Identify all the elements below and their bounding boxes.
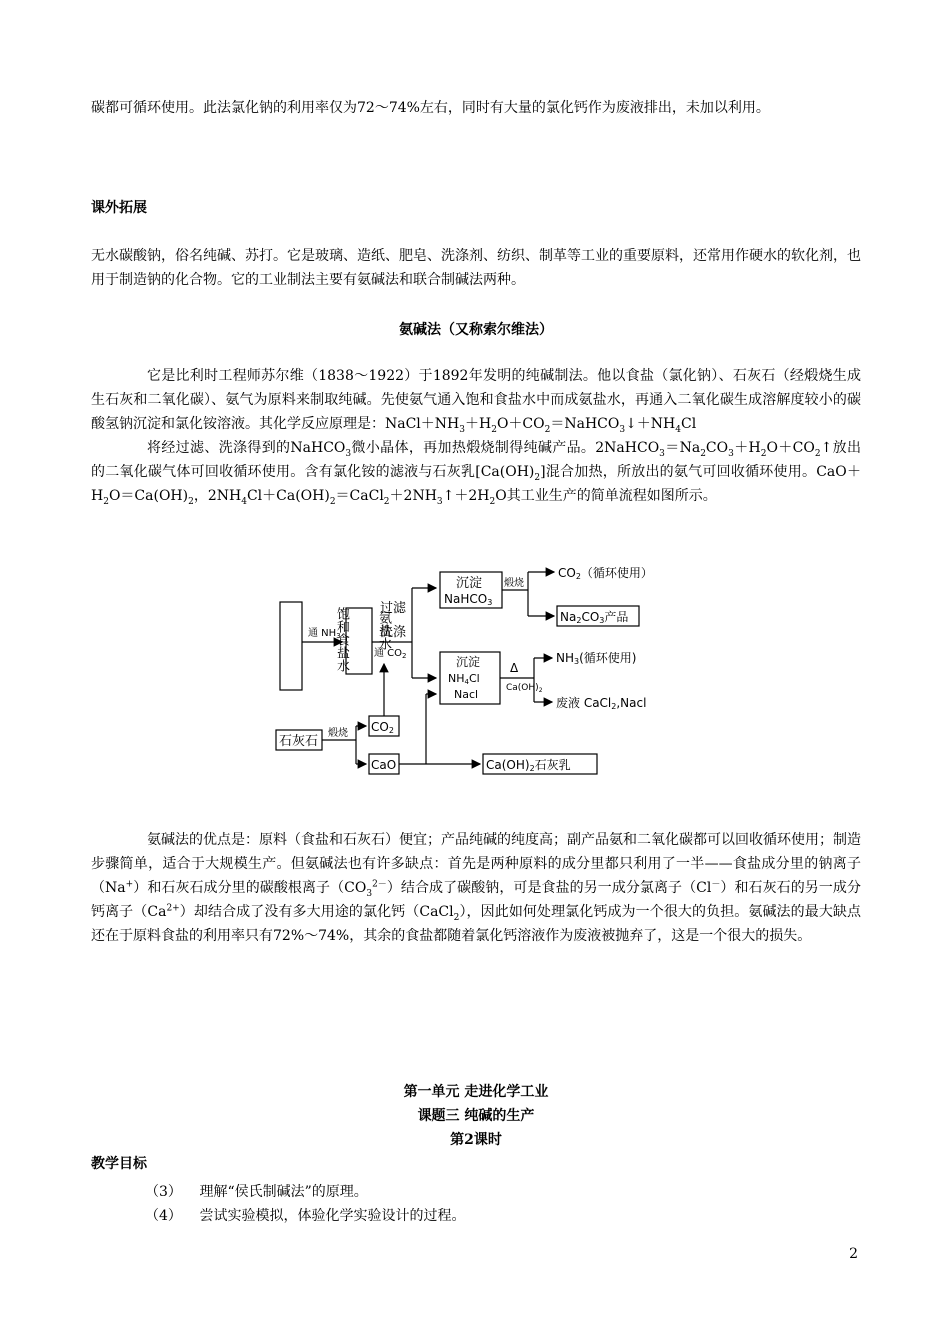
objectives-heading: 教学目标 xyxy=(91,1156,147,1172)
paragraph-2-text xyxy=(91,436,861,508)
objective-number: （4） xyxy=(145,1208,182,1224)
subscript: 2 xyxy=(103,496,109,507)
text: 废液 CaCl xyxy=(556,696,612,710)
text: ＝Na xyxy=(664,440,701,456)
subscript: 2 xyxy=(329,496,336,507)
subscript: 3 xyxy=(728,448,734,459)
objective-item xyxy=(145,1204,465,1228)
superscript: + xyxy=(125,879,134,890)
subscript: 3 xyxy=(487,598,493,607)
subscript: 4 xyxy=(241,496,247,507)
text: 通 NH xyxy=(308,628,337,639)
subscript: 4 xyxy=(464,678,469,686)
text: ]混合加热，所放出的氨气可回收循环使用。CaO＋H xyxy=(91,464,861,504)
text: 通 CO xyxy=(374,648,403,659)
superscript: 2+ xyxy=(166,903,180,914)
cao-box-label: CaO xyxy=(371,758,397,772)
text: NH xyxy=(448,672,465,685)
precipitate-1-label: 沉淀 xyxy=(456,576,483,591)
nh4cl-label xyxy=(448,672,480,686)
subscript: 2 xyxy=(611,702,617,711)
saturated-brine-label: 饱和食盐水 xyxy=(284,607,349,622)
subscript: 3 xyxy=(599,616,605,625)
text: O＋CO xyxy=(766,440,815,456)
subscript: 2 xyxy=(489,496,496,507)
text: ）结合成了碳酸钠，可是食盐的另一成分氯离子（Cl xyxy=(386,880,712,896)
text: ）却结合成了没有多大用途的氯化钙（CaCl xyxy=(179,904,454,920)
text: ＝NaHCO xyxy=(550,416,620,432)
lime-milk-label xyxy=(486,758,571,773)
text: (循环使用) xyxy=(579,651,637,665)
subscript: 2 xyxy=(575,572,581,581)
subscript: 2 xyxy=(388,726,394,735)
text: ↑放出的二氧化碳气体可回收循环使用。含有氯化铵的滤液与石灰乳[Ca(OH) xyxy=(91,440,861,480)
text: Ca(OH) xyxy=(486,758,530,772)
text: ＋2NH xyxy=(389,488,437,504)
text: Cl＋Ca(OH) xyxy=(246,488,330,504)
text: O＝Ca(OH) xyxy=(108,488,189,504)
objective-number: （3） xyxy=(145,1184,182,1200)
text: O其工业生产的简单流程如图所示。 xyxy=(495,488,717,504)
text: ），因此如何处理氯化钙成为一个很大的负担。氨碱法的最大缺点还在于原料食盐的利用率只有72%～74%，其余的食盐都随着氯化钙溶液作为废液被抛弃了，这是一个很大的损失。 xyxy=(91,904,862,944)
subscript: 3 xyxy=(574,657,580,666)
text: 产品 xyxy=(604,610,629,624)
paragraph-3-text xyxy=(91,828,861,948)
text: Cl xyxy=(681,416,697,432)
text: ）和石灰石成分里的碳酸根离子（CO xyxy=(133,880,367,896)
subscript: 2 xyxy=(383,496,390,507)
objective-text: 理解“侯氏制碱法”的原理。 xyxy=(199,1184,368,1200)
text: ,Nacl xyxy=(616,696,647,710)
subscript: 2 xyxy=(760,448,767,459)
text: ＋H xyxy=(464,416,492,432)
superscript: － xyxy=(711,879,721,890)
text: ↑＋2H xyxy=(442,488,490,504)
unit-title: 第一单元 走进化学工业 xyxy=(403,1084,549,1100)
text: CO xyxy=(705,440,729,456)
subscript: 2 xyxy=(188,496,194,507)
intro-paragraph-text: 无水碳酸钠，俗名纯碱、苏打。它是玻璃、造纸、肥皂、洗涤剂、纺织、制革等工业的重要原料，还常用作硬水的软化剂，也用于制造钠的化合物。它的工业制法主要有氨碱法和联合制碱法两种。 xyxy=(91,248,861,288)
paragraph-advantages xyxy=(91,828,861,948)
section-heading: 课外拓展 xyxy=(91,200,147,216)
subscript: 3 xyxy=(619,424,626,435)
wash-label: 洗涤 xyxy=(380,625,407,640)
delta-label: Δ xyxy=(510,661,519,675)
subscript: 2 xyxy=(576,616,582,625)
text: O＋CO xyxy=(496,416,545,432)
text: Ca(OH) xyxy=(506,683,539,693)
subscript: 2 xyxy=(544,424,551,435)
nacl-label: Nacl xyxy=(454,688,479,701)
subscript: 2 xyxy=(491,424,497,435)
text: NH xyxy=(556,651,574,665)
text: 微小晶体，再加热煅烧制得纯碱产品。2NaHCO xyxy=(351,440,660,456)
objective-item xyxy=(145,1180,368,1204)
subscript: 3 xyxy=(459,424,465,435)
intro-paragraph xyxy=(91,244,861,292)
nahco3-label xyxy=(444,592,492,607)
text: CO xyxy=(558,566,576,580)
text: Na xyxy=(560,610,577,624)
waste-liquid-label xyxy=(556,695,646,711)
na2co3-product-label xyxy=(560,609,628,625)
text: 氨盐水 xyxy=(352,611,391,626)
top-paragraph-text: 碳都可循环使用。此法氯化钠的利用率仅为72～74%左右，同时有大量的氯化钙作为废液排出，未加以利用。 xyxy=(91,100,770,116)
text: ，2NH xyxy=(193,488,242,504)
filter-label: 过滤 xyxy=(380,601,407,616)
subscript: 3 xyxy=(659,448,665,459)
subscript: 2 xyxy=(529,764,535,773)
limestone-label: 石灰石 xyxy=(279,734,319,749)
text: ＝CaCl xyxy=(335,488,384,504)
subscript: 4 xyxy=(675,424,682,435)
subscript: 3 xyxy=(336,632,341,640)
text: （循环使用） xyxy=(580,566,653,580)
caoh2-label xyxy=(506,683,543,694)
nh3-recycle-label xyxy=(556,650,636,666)
subscript: 2 xyxy=(538,687,543,694)
subscript: 3 xyxy=(366,888,373,899)
calcine-2-label: 煅烧 xyxy=(328,728,348,739)
co2-box-label xyxy=(371,720,394,735)
objective-text: 尝试实验模拟，体验化学实验设计的过程。 xyxy=(199,1208,466,1224)
pass-co2-label xyxy=(374,647,407,660)
top-paragraph xyxy=(91,96,861,120)
subscript: 2 xyxy=(700,448,706,459)
paragraph-1-text xyxy=(91,364,861,436)
co2-recycle-label xyxy=(558,565,653,581)
subscript: 2 xyxy=(814,448,821,459)
period-title: 第2课时 xyxy=(450,1132,502,1148)
method-title: 氨碱法（又称索尔维法） xyxy=(399,322,553,338)
text: 石灰乳 xyxy=(534,758,571,772)
page-number: 2 xyxy=(849,1246,858,1262)
text: CO xyxy=(371,720,389,734)
text: CO xyxy=(581,610,600,624)
text: Cl xyxy=(468,672,480,685)
superscript: 2－ xyxy=(372,879,387,890)
text: NaHCO xyxy=(444,592,488,606)
text: ＋H xyxy=(733,440,761,456)
text: 氨碱法的优点是：原料（食盐和石灰石）便宜；产品纯碱的纯度高；副产品氨和二氧化碳都可以回收循环使用；制造步骤简单，适合于大规模生产。但氨碱法也有许多缺点：首先是两种原料的成分里都只利用了一半——食盐成分里的钠离子（Na xyxy=(91,832,861,896)
text: 将经过滤、洗涤得到的NaHCO xyxy=(147,440,346,456)
paragraph-ammonia-soda-intro xyxy=(91,364,861,508)
text: ↓＋NH xyxy=(625,416,676,432)
text: 它是比利时工程师苏尔维（1838～1922）于1892年发明的纯碱制法。他以食盐（氯化钠）、石灰石（经煅烧生成生石灰和二氧化碳）、氨气为原料来制取纯碱。先使氨气通入饱和食盐水中而成氨盐水，再通入二氧化碳生成溶解度较小的碳酸氢钠沉淀和氯化铵溶液。其化学反应原理是：NaCl＋NH xyxy=(91,368,861,432)
pass-nh3-label xyxy=(308,627,341,640)
subscript: 2 xyxy=(534,472,541,483)
subscript: 3 xyxy=(345,448,352,459)
lesson-title: 课题三 纯碱的生产 xyxy=(417,1108,535,1124)
process-flow-diagram xyxy=(270,560,690,790)
subscript: 2 xyxy=(453,912,460,923)
calcine-label: 煅烧 xyxy=(504,578,524,589)
text: ）和石灰石的另一成分钙离子（Ca xyxy=(91,880,861,920)
precipitate-2-label: 沉淀 xyxy=(456,655,481,669)
subscript: 3 xyxy=(436,496,443,507)
subscript: 2 xyxy=(402,652,407,660)
